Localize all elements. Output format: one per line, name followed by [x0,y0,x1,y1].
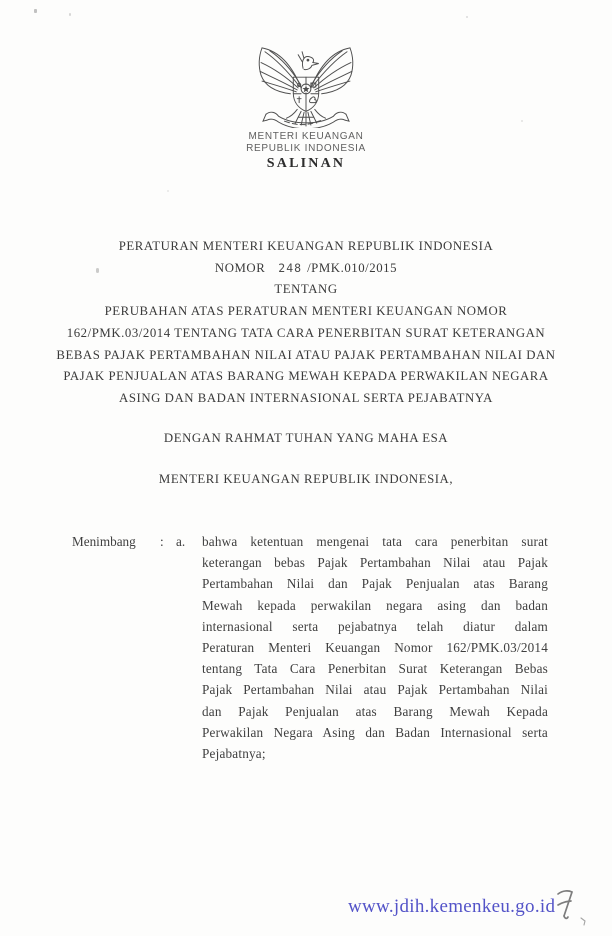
considerations-label: Menimbang [72,534,136,549]
paragraph-line: dan Pajak Penjualan atas Barang Mewah Kepada [202,703,548,719]
handwritten-paraph-mark [554,886,588,930]
paragraph-line: bahwa ketentuan mengenai tata cara penerbitan surat [202,534,548,549]
paragraph-line: internasional serta pejabatnya telah diatur dalam [202,618,548,634]
nomor-number: 248 [278,260,303,275]
regulation-title-block [36,236,576,410]
paragraph-line: keterangan bebas Pajak Pertambahan Nilai atau Pajak [202,555,548,571]
scan-speck [34,9,37,13]
consideration-item-text [202,531,548,764]
title-subject-line: ASING DAN BADAN INTERNASIONAL SERTA PEJABATNYA [119,390,493,405]
paragraph-line: Pajak Pertambahan Nilai atau Pajak Pertambahan Nilai [202,682,548,698]
ministry-name [0,131,612,154]
invocation-line: DENGAN RAHMAT TUHAN YANG MAHA ESA [163,431,449,445]
nomor-label: NOMOR [214,260,266,275]
scan-speck [69,13,71,16]
scan-speck [167,190,169,192]
title-subject-line: 162/PMK.03/2014 TENTANG TATA CARA PENERBITAN SURAT KETERANGAN [66,325,546,340]
considerations-colon: : [160,534,164,549]
tentang-label: TENTANG [274,282,338,297]
title-subject-line: PAJAK PENJUALAN ATAS BARANG MEWAH KEPADA PERWAKILAN NEGARA [63,369,549,384]
jdih-watermark-url: www.jdih.kemenkeu.go.id [348,896,556,917]
considerations-section [72,531,548,764]
title-subject-line: BEBAS PAJAK PERTAMBAHAN NILAI ATAU PAJAK PERTAMBAHAN NILAI DAN [56,347,556,362]
title-subject-line: PERUBAHAN ATAS PERATURAN MENTERI KEUANGAN NOMOR [104,304,508,319]
paragraph-line: Pejabatnya; [202,746,266,762]
authority-line: MENTERI KEUANGAN REPUBLIK INDONESIA, [158,472,454,486]
paragraph-line: Perwakilan Negara Asing dan Badan Internasional serta [202,724,548,740]
ministry-name-line1: MENTERI KEUANGAN [248,131,364,142]
paragraph-line: Pertambahan Nilai dan Pajak Penjualan atas Barang [202,576,548,592]
regulation-number-line [36,258,576,280]
ministry-name-line2: REPUBLIK INDONESIA [246,142,366,154]
paragraph-line: tentang Tata Cara Penerbitan Surat Keterangan Bebas [202,661,548,677]
paragraph-line: Mewah kepada perwakilan negara asing dan badan [202,597,548,613]
scan-speck [466,16,468,18]
nomor-rest: /PMK.010/2015 [307,260,398,275]
paragraph-line: Peraturan Menteri Keuangan Nomor 162/PMK.03/2014 [202,640,548,656]
regulation-title-line: PERATURAN MENTERI KEUANGAN REPUBLIK INDONESIA [118,239,494,253]
scan-speck [521,120,523,122]
copy-stamp: SALINAN [266,156,346,171]
garuda-pancasila-emblem-icon [250,42,362,128]
consideration-item-letter: a. [176,534,186,549]
